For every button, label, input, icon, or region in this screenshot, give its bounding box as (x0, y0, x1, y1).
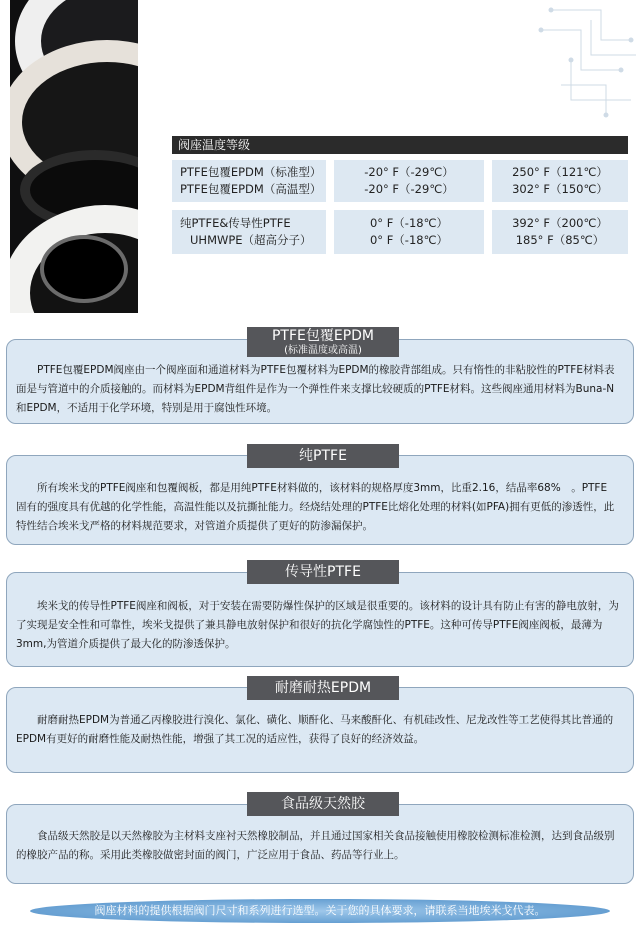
temp-row-2-names (172, 210, 326, 254)
temp-row-1-min (334, 160, 484, 202)
section-title-text: PTFE包覆EPDM (271, 328, 375, 344)
section-conductive-ptfe-body: 埃米戈的传导性PTFE阀座和阀板，对于安装在需要防爆性保护的区域是很重要的。该材料的设计具有防止有害的静电放射，为了实现是安全性和可靠性，埃米戈提供了兼具静电放射保护和很好的抗化学腐蚀性的PTFE。这种可传导PTFE阀座阀板，最薄为3mm,为管道介质提供了最大化的防渗透保护。 (16, 600, 619, 650)
temp-row-2-max (492, 210, 628, 254)
max-temp: 250° F（121℃） (512, 165, 608, 179)
material-name: PTFE包覆EPDM（高温型） (180, 182, 322, 196)
material-name: 纯PTFE&传导性PTFE (180, 216, 291, 230)
section-wear-heat-epdm-body: 耐磨耐热EPDM为普通乙丙橡胶进行溴化、氯化、磺化、顺酐化、马来酸酐化、有机硅改性、尼龙改性等工艺使得其比普通的EPDM有更好的耐磨性能及耐热性能，增强了其工况的适应性，获得了良好的经济效益。 (16, 714, 614, 745)
section-conductive-ptfe-title: 传导性PTFE (247, 560, 399, 584)
circuit-decoration (531, 0, 641, 120)
min-temp: -20° F（-29℃） (364, 165, 454, 179)
section-wear-heat-epdm-title: 耐磨耐热EPDM (247, 676, 399, 700)
temp-row-2-min (334, 210, 484, 254)
section-food-grade-rubber-title: 食品级天然胶 (247, 792, 399, 816)
section-pure-ptfe-title: 纯PTFE (247, 444, 399, 468)
min-temp: -20° F（-29℃） (364, 182, 454, 196)
temp-row-1-max (492, 160, 628, 202)
section-subtitle-text: (标准温度或高温) (284, 345, 362, 356)
material-name: PTFE包覆EPDM（标准型） (180, 165, 322, 179)
material-name: UHMWPE（超高分子） (190, 233, 312, 247)
section-food-grade-rubber-body: 食品级天然胶是以天然橡胶为主材料支座衬天然橡胶制品，并且通过国家相关食品接触使用橡胶检测标准检测，达到食品级别的橡胶产品的称。采用此类橡胶做密封面的阀门，广泛应用于食品、药品等行业上。 (16, 830, 615, 861)
temp-table-title: 阀座温度等级 (172, 136, 628, 154)
temp-row-1-names (172, 160, 326, 202)
section-pure-ptfe-body: 所有埃米戈的PTFE阀座和包覆阀板，都是用纯PTFE材料做的，该材料的规格厚度3mm，比重2.16，结晶率68% 。PTFE 固有的强度具有优越的化学性能，高温性能以及抗撕扯能力。经烧结处理的PTFE比熔化处理的材料(如PFA)拥有更低的渗透性，此特性结合埃米戈严格的材料规范要求，对管道介质提供了更好的防渗漏保护。 (16, 482, 618, 532)
section-ptfe-epdm-body: PTFE包覆EPDM阀座由一个阀座面和通道材料为PTFE包覆材料为EPDM的橡胶背部组成。只有惰性的非粘胶性的PTFE材料表面是与管道中的介质接触的。而材料为EPDM背组件是作为一个弹性件来支撑比较硬质的PTFE材料。这些阀座通用材料为Buna-N和EPDM，不适用于化学环境，特别是用于腐蚀性环境。 (16, 364, 615, 414)
max-temp: 185° F（85℃） (515, 233, 605, 247)
min-temp: 0° F（-18℃） (369, 216, 449, 230)
max-temp: 392° F（200℃） (512, 216, 608, 230)
max-temp: 302° F（150℃） (512, 182, 608, 196)
valve-seat-photo (10, 0, 138, 313)
min-temp: 0° F（-18℃） (369, 233, 449, 247)
footer-banner: 阀座材料的提供根据阀门尺寸和系列进行选型。关于您的具体要求，请联系当地埃米戈代表。 (30, 899, 610, 923)
section-ptfe-epdm-title (247, 327, 399, 357)
